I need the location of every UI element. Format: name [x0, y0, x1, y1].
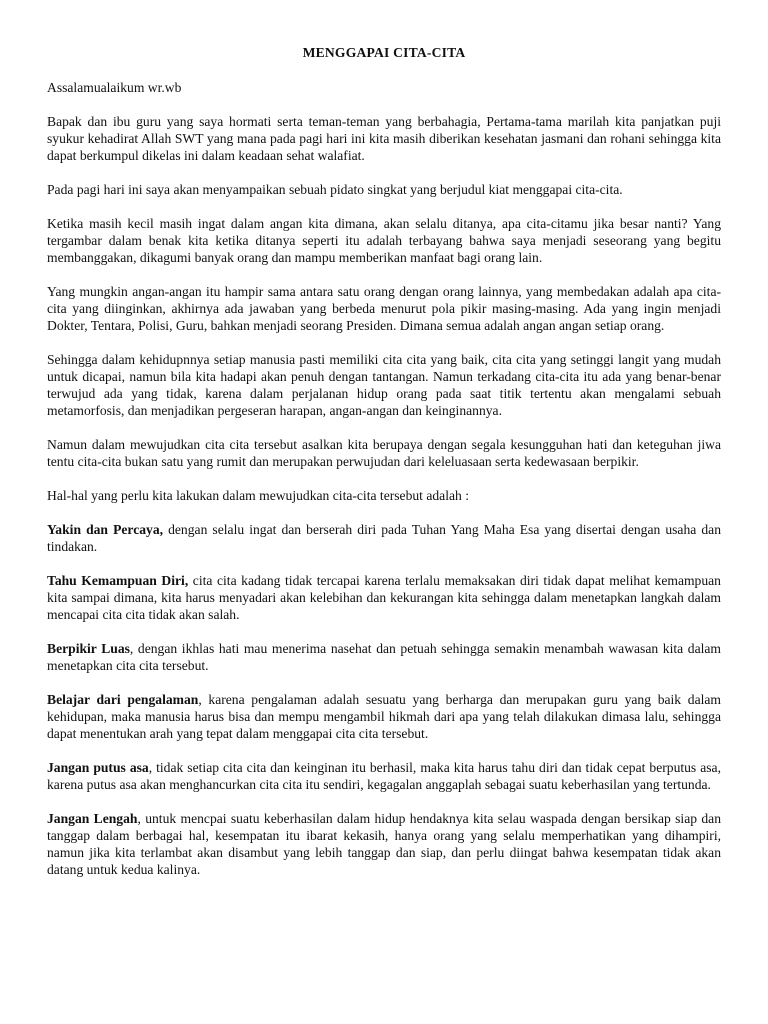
point-text: cita cita kadang tidak tercapai karena terlalu memaksakan diri tidak dapat melihat kemampuan kita sampai dimana, kita harus menyadari akan kelebihan dan kekurangan kita sehingga dalam menetapkan langkah dalam mencapai cita cita tidak akan salah. [47, 573, 721, 622]
point-text: dengan selalu ingat dan berserah diri pada Tuhan Yang Maha Esa yang disertai dengan usaha dan tindakan. [47, 522, 722, 554]
point-term: Tahu Kemampuan Diri, [47, 573, 189, 588]
paragraph-intro: Pada pagi hari ini saya akan menyampaikan sebuah pidato singkat yang berjudul kiat menggapai cita-cita. [47, 182, 623, 197]
page-title: MENGGAPAI CITA-CITA [302, 45, 466, 60]
point-item [47, 640, 721, 674]
paragraph-dreams: Yang mungkin angan-angan itu hampir sama antara satu orang dengan orang lainnya, yang membedakan adalah apa cita-cita yang diinginkan, akhirnya ada jawaban yang berbeda menurut pola pikir masing-masing. Ada yang ingin menjadi Dokter, Tentara, Polisi, Guru, bahkan menjadi seorang Presiden. Dimana semua adalah angan angan setiap orang. [47, 284, 721, 333]
point-item [47, 572, 721, 623]
point-item [47, 691, 721, 742]
point-term: Jangan Lengah [47, 811, 138, 826]
point-term: Berpikir Luas [47, 641, 130, 656]
paragraph-life: Sehingga dalam kehidupnnya setiap manusia pasti memiliki cita cita yang baik, cita cita yang setinggi langit yang mudah untuk dicapai, namun bila kita hadapi akan penuh dengan tantangan. Namun terkadang cita-cita itu ada yang benar-benar terwujud ada yang tidak, karena dalam perjalanan hidup orang pada saat titik tertentu akan mengalami sebuah metamorfosis, dan menjadikan pergeseran harapan, angan-angan dan keinginannya. [47, 352, 721, 418]
point-term: Yakin dan Percaya, [47, 522, 164, 537]
point-text: , tidak setiap cita cita dan keinginan itu berhasil, maka kita harus tahu diri dan tidak cepat berputus asa, karena putus asa akan menghancurkan cita cita itu sendiri, kegagalan anggaplah sebagai suatu keberhasilan yang tertunda. [47, 760, 721, 792]
point-item [47, 521, 721, 555]
paragraph-list-intro: Hal-hal yang perlu kita lakukan dalam mewujudkan cita-cita tersebut adalah : [47, 488, 469, 503]
point-item [47, 759, 721, 793]
paragraph-opening: Bapak dan ibu guru yang saya hormati serta teman-teman yang berbahagia, Pertama-tama marilah kita panjatkan puji syukur kehadirat Allah SWT yang mana pada pagi hari ini kita masih diberikan kesehatan jasmani dan rohani sehingga kita dapat berkumpul dikelas ini dalam keadaan sehat walafiat. [47, 114, 721, 163]
greeting: Assalamualaikum wr.wb [47, 80, 182, 95]
paragraph-childhood: Ketika masih kecil masih ingat dalam angan kita dimana, akan selalu ditanya, apa cita-citamu jika besar nanti? Yang tergambar dalam benak kita ketika ditanya seperti itu adalah terbayang bahwa saya menjadi seseorang yang begitu membanggakan, dikagumi banyak orang dan mampu memberikan manfaat bagi orang lain. [47, 216, 721, 265]
point-term: Jangan putus asa [47, 760, 149, 775]
point-item [47, 810, 721, 878]
point-text: , karena pengalaman adalah sesuatu yang berharga dan merupakan guru yang baik dalam kehidupan, maka manusia harus bisa dan mempu mengambil hikmah dari apa yang telah dilakukan dimasa lalu, sehingga dapat menentukan arah yang tepat dalam menggapai cita cita tersebut. [47, 692, 721, 741]
point-text: , untuk mencpai suatu keberhasilan dalam hidup hendaknya kita selau waspada dengan bersikap siap dan tanggap dalam berbagai hal, kesempatan itu ibarat kekasih, hanya orang yang selalu memperhatikan yang dihampiri, namun jika kita terlambat akan disambut yang lebih tanggap dan siap, dan perlu diingat bahwa kesempatan tidak akan datang untuk kedua kalinya. [47, 811, 721, 877]
point-term: Belajar dari pengalaman [47, 692, 199, 707]
paragraph-effort: Namun dalam mewujudkan cita cita tersebut asalkan kita berupaya dengan segala kesungguhan hati dan keteguhan jiwa tentu cita-cita bukan satu yang rumit dan merupakan perwujudan dari keleluasaan serta kedewasaan berpikir. [47, 437, 721, 469]
document-page [47, 44, 721, 895]
point-text: , dengan ikhlas hati mau menerima nasehat dan petuah sehingga semakin menambah wawasan kita dalam menetapkan cita cita tersebut. [47, 641, 721, 673]
